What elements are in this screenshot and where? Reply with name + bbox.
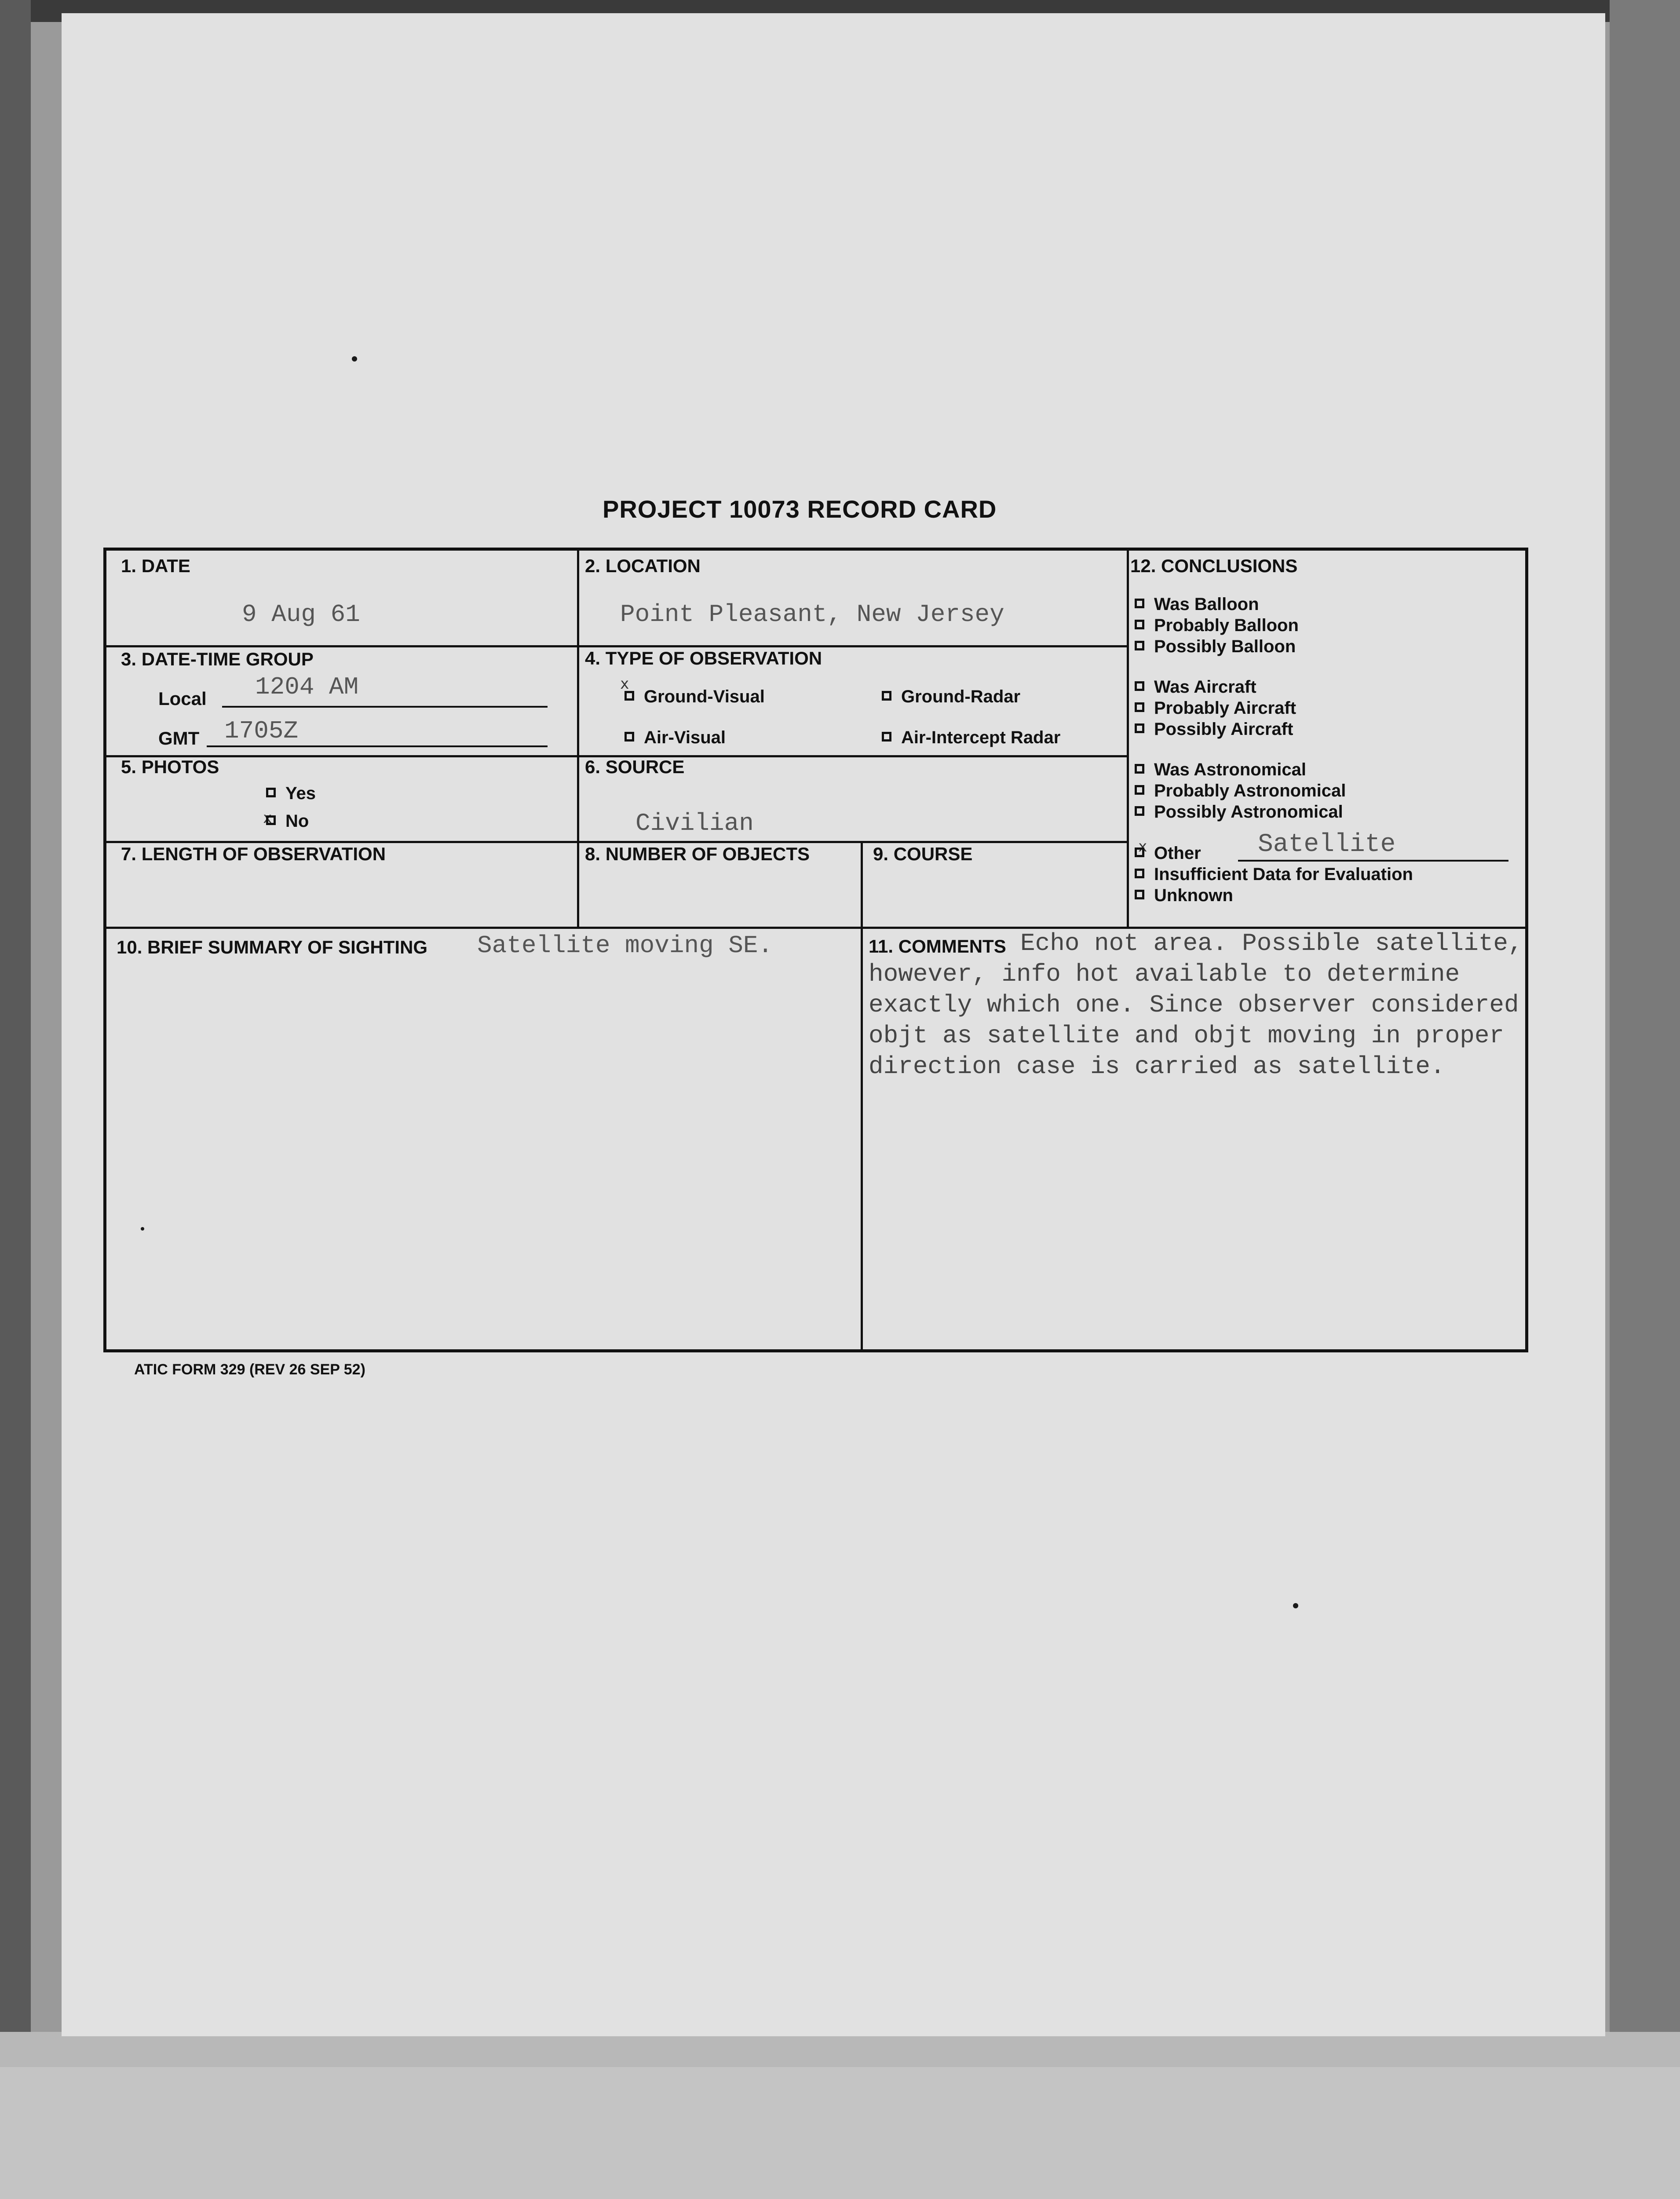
other-underline <box>1238 860 1508 862</box>
source-value: Civilian <box>635 809 754 837</box>
column-divider <box>861 841 863 1352</box>
row-divider <box>106 841 1127 843</box>
conclusion-insufficient-data[interactable]: Insufficient Data for Evaluation <box>1135 865 1413 884</box>
other-checkmark: x <box>1138 838 1147 855</box>
card-title: PROJECT 10073 RECORD CARD <box>603 495 997 523</box>
location-label: 2. LOCATION <box>585 555 701 576</box>
option-ground-radar[interactable]: Ground-Radar <box>882 687 1020 707</box>
scan-right-border <box>1610 0 1680 2032</box>
gmt-label: GMT <box>158 728 200 749</box>
scan-left-border <box>0 0 31 2032</box>
row-divider <box>106 645 1127 647</box>
conclusion-was-astronomical[interactable]: Was Astronomical <box>1135 760 1306 780</box>
conclusion-possibly-astronomical[interactable]: Possibly Astronomical <box>1135 802 1343 822</box>
brief-summary-value: Satellite moving SE. <box>477 931 773 960</box>
local-time-label: Local <box>158 688 207 709</box>
date-time-group-label: 3. DATE-TIME GROUP <box>121 649 314 669</box>
date-label: 1. DATE <box>121 555 190 576</box>
comments-label: 11. COMMENTS <box>869 936 1006 957</box>
form-number: ATIC FORM 329 (REV 26 SEP 52) <box>134 1361 365 1378</box>
conclusion-was-aircraft[interactable]: Was Aircraft <box>1135 677 1256 697</box>
conclusion-possibly-balloon[interactable]: Possibly Balloon <box>1135 637 1296 657</box>
conclusion-probably-aircraft[interactable]: Probably Aircraft <box>1135 698 1296 718</box>
date-value: 9 Aug 61 <box>242 600 360 628</box>
course-label: 9. COURSE <box>873 844 973 864</box>
option-photos-yes[interactable]: Yes <box>266 784 316 804</box>
location-value: Point Pleasant, New Jersey <box>620 600 1004 628</box>
conclusion-other[interactable]: Other <box>1135 844 1201 863</box>
local-time-value: 1204 AM <box>255 673 359 701</box>
dust-speck <box>1293 1603 1298 1608</box>
local-time-underline <box>222 706 548 708</box>
conclusion-probably-balloon[interactable]: Probably Balloon <box>1135 616 1299 636</box>
scan-bottom-background <box>0 2032 1680 2199</box>
photos-no-checkmark: x <box>263 809 272 827</box>
option-air-intercept-radar[interactable]: Air-Intercept Radar <box>882 728 1060 748</box>
column-divider <box>1127 551 1129 927</box>
ground-visual-checkmark: x <box>620 675 629 693</box>
other-value: Satellite <box>1258 830 1396 859</box>
option-photos-no[interactable]: No <box>266 811 309 831</box>
conclusion-unknown[interactable]: Unknown <box>1135 886 1233 906</box>
comments-value: Echo not area. Possible satellite, however, info hot available to determine exactly which one. Since observer considered objt as satellite and objt moving in proper direction case is carried as satellite. <box>869 929 1523 1081</box>
option-air-visual[interactable]: Air-Visual <box>625 728 726 748</box>
photos-label: 5. PHOTOS <box>121 756 219 777</box>
source-label: 6. SOURCE <box>585 756 685 777</box>
column-divider <box>577 551 579 927</box>
type-of-observation-label: 4. TYPE OF OBSERVATION <box>585 648 822 668</box>
number-of-objects-label: 8. NUMBER OF OBJECTS <box>585 844 810 864</box>
conclusions-label: 12. CONCLUSIONS <box>1130 555 1298 576</box>
option-ground-visual[interactable]: Ground-Visual <box>625 687 765 707</box>
conclusion-was-balloon[interactable]: Was Balloon <box>1135 595 1259 614</box>
gmt-value: 1705Z <box>224 717 299 745</box>
length-of-observation-label: 7. LENGTH OF OBSERVATION <box>121 844 386 864</box>
dust-speck <box>352 356 357 362</box>
brief-summary-label: 10. BRIEF SUMMARY OF SIGHTING <box>117 937 428 957</box>
conclusion-probably-astronomical[interactable]: Probably Astronomical <box>1135 781 1346 801</box>
conclusion-possibly-aircraft[interactable]: Possibly Aircraft <box>1135 720 1293 739</box>
gmt-underline <box>207 745 548 747</box>
